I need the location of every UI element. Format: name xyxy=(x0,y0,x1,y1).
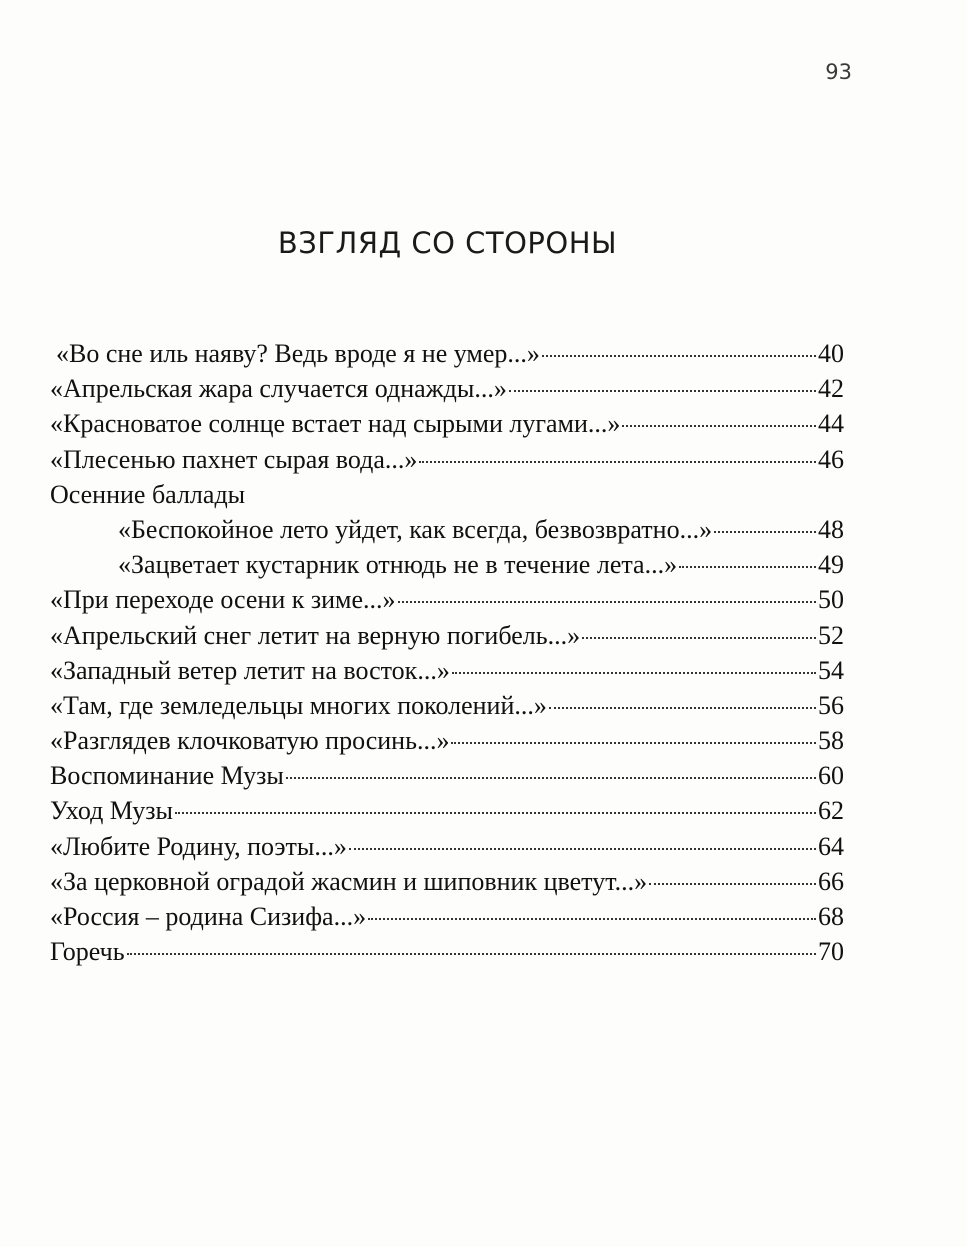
toc-entry[interactable] xyxy=(50,653,844,688)
toc-entry-title: «Апрельская жара случается однажды...» xyxy=(50,374,507,404)
dot-leader xyxy=(549,707,816,709)
toc-entry[interactable] xyxy=(50,723,844,758)
toc-entry[interactable] xyxy=(50,512,844,547)
toc-entry-page: 49 xyxy=(818,550,844,580)
toc-entry[interactable] xyxy=(50,864,844,899)
toc-entry-title: «Во сне иль наяву? Ведь вроде я не умер...» xyxy=(56,339,540,368)
toc-group-heading xyxy=(50,477,844,512)
toc-entry-page: 42 xyxy=(818,374,844,404)
toc-entry-page: 48 xyxy=(818,514,844,544)
toc-entry-page: 60 xyxy=(818,761,844,791)
toc-entry[interactable] xyxy=(50,371,844,406)
dot-leader xyxy=(622,425,816,427)
toc-entry-title: «Зацветает кустарник отнюдь не в течение лета...» xyxy=(118,550,678,580)
toc-entry-title: Воспоминание Музы xyxy=(50,761,284,791)
toc-entry[interactable] xyxy=(50,406,844,441)
table-of-contents xyxy=(50,336,844,969)
toc-entry[interactable] xyxy=(50,934,844,969)
toc-entry-page: 62 xyxy=(818,796,844,826)
toc-entry-title: «За церковной оградой жасмин и шиповник цветут...» xyxy=(50,866,648,896)
toc-entry-page: 52 xyxy=(818,620,844,650)
toc-entry-page: 54 xyxy=(818,655,844,685)
toc-entry-title: «Любите Родину, поэты...» xyxy=(50,831,347,861)
toc-entry-page: 70 xyxy=(818,937,844,967)
toc-entry-title: «Разглядев клочковатую просинь...» xyxy=(50,726,450,756)
section-title: ВЗГЛЯД СО СТОРОНЫ xyxy=(277,226,618,260)
toc-entry[interactable] xyxy=(50,547,844,582)
toc-entry-page: 64 xyxy=(818,831,844,861)
dot-leader xyxy=(714,531,816,533)
toc-entry[interactable] xyxy=(50,442,844,477)
toc-entry-title: «Красноватое солнце встает над сырыми лугами...» xyxy=(50,409,621,439)
toc-entry-page: 46 xyxy=(818,444,844,474)
toc-entry[interactable] xyxy=(50,618,844,653)
toc-entry-page: 50 xyxy=(818,585,844,615)
dot-leader xyxy=(452,672,816,674)
dot-leader xyxy=(509,390,816,392)
dot-leader xyxy=(127,953,816,955)
toc-entry-title: «Плесенью пахнет сырая вода...» xyxy=(50,444,418,474)
toc-entry-title: «Западный ветер летит на восток...» xyxy=(50,655,450,685)
dot-leader xyxy=(649,883,816,885)
toc-entry-title: «Там, где земледельцы многих поколений...» xyxy=(50,690,547,720)
toc-entry-title: «Апрельский снег летит на верную погибель...» xyxy=(50,620,581,650)
toc-entry-page: 56 xyxy=(818,690,844,720)
toc-entry-title: Уход Музы xyxy=(50,796,174,826)
dot-leader xyxy=(582,637,816,639)
toc-entry-page: 40 xyxy=(818,339,844,368)
toc-entry[interactable] xyxy=(50,758,844,793)
toc-entry-page: 66 xyxy=(818,866,844,896)
toc-group-title: Осенние баллады xyxy=(50,479,246,509)
toc-entry[interactable] xyxy=(50,793,844,828)
toc-entry[interactable] xyxy=(50,899,844,934)
dot-leader xyxy=(175,812,816,814)
dot-leader xyxy=(451,742,816,744)
toc-entry[interactable] xyxy=(50,582,844,617)
dot-leader xyxy=(679,566,816,568)
dot-leader xyxy=(286,777,816,779)
toc-entry-page: 68 xyxy=(818,902,844,931)
dot-leader xyxy=(419,461,816,463)
toc-entry-title: «При переходе осени к зиме...» xyxy=(50,585,396,615)
toc-entry-page: 44 xyxy=(818,409,844,439)
dot-leader xyxy=(368,918,816,920)
toc-entry-title: Горечь xyxy=(50,937,125,967)
dot-leader xyxy=(542,355,816,357)
toc-entry[interactable] xyxy=(50,336,844,371)
page-number: 93 xyxy=(825,60,852,84)
toc-entry-title: «Беспокойное лето уйдет, как всегда, безвозвратно...» xyxy=(118,514,713,544)
dot-leader xyxy=(398,601,816,603)
toc-entry[interactable] xyxy=(50,829,844,864)
toc-entry-title: «Россия – родина Сизифа...» xyxy=(50,902,367,931)
toc-entry[interactable] xyxy=(50,688,844,723)
toc-entry-page: 58 xyxy=(818,726,844,756)
dot-leader xyxy=(349,848,816,850)
